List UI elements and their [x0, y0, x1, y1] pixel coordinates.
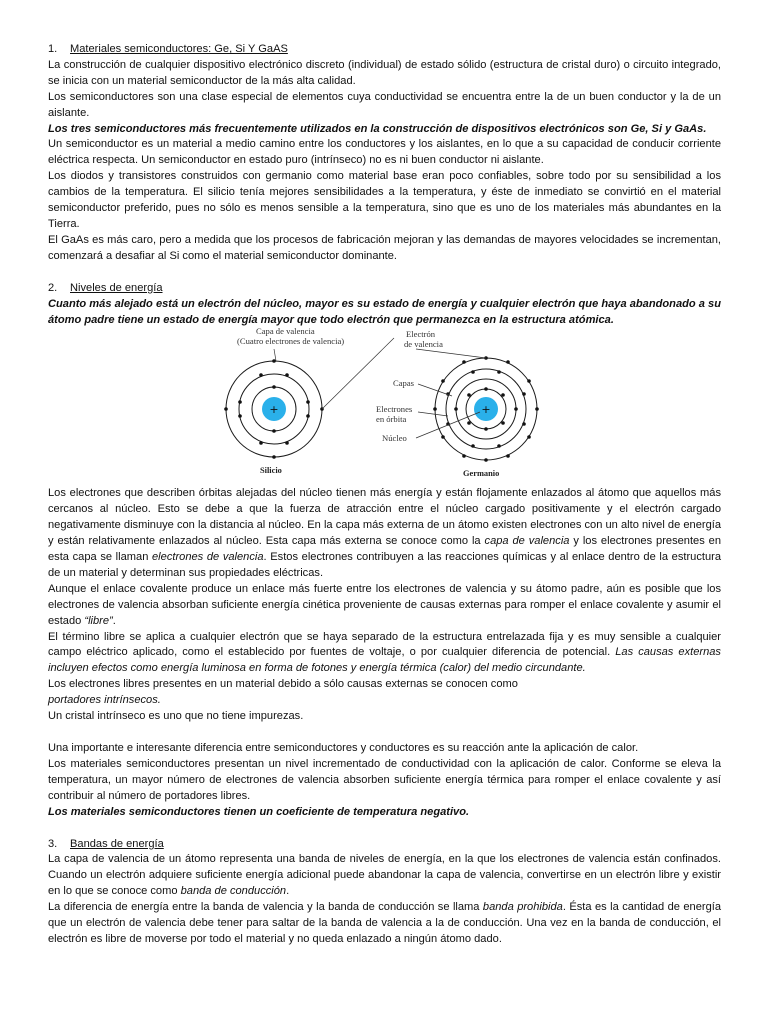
electron [514, 408, 518, 412]
electron [285, 374, 289, 378]
section-2-emphasis: Los materiales semiconductores tienen un coeficiente de temperatura negativo. [48, 805, 470, 818]
electron [497, 445, 501, 449]
section-1-number: 1. [48, 43, 58, 55]
section-2-paragraph-4: Los electrones libres presentes en un material debido a sólo causas externas se conocen como [48, 678, 518, 691]
electron [535, 408, 539, 412]
electron [272, 456, 276, 460]
document-page [48, 42, 721, 948]
section-2-paragraph-3 [48, 630, 721, 678]
text-run: Los electrones que describen órbitas alejadas del núcleo tienen más energía y están flojamente enlazados al átomo que aquellos más cercanos al núcleo. Esto se debe a que la fuerza de atracción entre el núcleo cargado positivamente y el electrón cargado negativamente disminuye con la distancia al núcleo. En la capa más externa de un átomo existen electrones con un alto nivel de energía y están relativamente enlazados al núcleo. Esta capa más externa se conoce como la [48, 487, 721, 548]
electron [471, 445, 475, 449]
electron [462, 361, 466, 365]
section-3-number: 3. [48, 837, 58, 850]
electron [238, 401, 242, 405]
silicon-nucleus-sign: + [269, 403, 279, 417]
section-2-paragraph-5: Un cristal intrínseco es uno que no tiene impurezas. [48, 710, 304, 723]
electron [501, 422, 505, 426]
term-portadores-intrinsecos: portadores intrínsecos. [48, 694, 161, 707]
section-2-paragraph-7: Los materiales semiconductores presentan un nivel incrementado de conductividad con la aplicación de calor. Conforme se eleva la temperatura, un mayor número de electrones de valencia absorben suficiente energía térmica para romper el enlace covalente y así contribuir al número de portadores libres. [48, 757, 721, 802]
text-run: . [286, 885, 290, 898]
electron [285, 442, 289, 446]
electron [238, 415, 242, 419]
label-electron: Electrón [406, 329, 436, 340]
section-1-paragraph-5: Los diodos y transistores construidos con germanio como material base eran poco confiables, sobre todo por su sensibilidad a los cambios de la temperatura. El silicio tenía mejores sensibilidades a la temperatura, y éste de inmediato se convirtió en el material semiconductor preferido, pues no sólo es menos sensible a la temperatura, sino que es uno de los materiales más abundantes en la Tierra. [48, 170, 721, 230]
label-silicio: Silicio [260, 466, 282, 476]
label-nucleo: Núcleo [382, 433, 407, 444]
electron [259, 442, 263, 446]
leader-line [418, 412, 448, 416]
section-1-paragraph-2: Los semiconductores son una clase especial de elementos cuya conductividad se encuentra entre la de un buen conductor y la de un aislante. [48, 90, 721, 119]
electron [522, 393, 526, 397]
electron [441, 436, 445, 440]
section-2-paragraph-2 [48, 582, 721, 630]
electron [501, 394, 505, 398]
text-run: y los electrones presentes en esta capa se llaman [48, 535, 722, 564]
electron [224, 408, 228, 412]
text-run: El término libre se aplica a cualquier electrón que se haya separado de la estructura entrelazada fija y es muy sensible a cualquier campo eléctrico aplicado, como el establecido por fuentes de voltaje, o por cualquier diferencia de potencial. [48, 630, 721, 659]
electron [506, 455, 510, 459]
germanium-nucleus-sign: + [481, 403, 491, 417]
label-de-valencia: de valencia [404, 339, 443, 350]
label-capas: Capas [393, 378, 415, 389]
section-1-paragraph-1: La construcción de cualquier dispositivo electrónico discreto (individual) de estado sólido (estructura de cristal duro) o circuito integrado, se inicia con un material semiconductor de la más alta calidad. [48, 58, 721, 87]
external-causes-italic: Las causas externas incluyen efectos como energía luminosa en forma de fotones y energía térmica (calor) del medio circundante. [48, 646, 721, 675]
electron [454, 408, 458, 412]
electron [506, 361, 510, 365]
section-1-paragraph-4: Un semiconductor es un material a medio camino entre los conductores y los aislantes, en lo que a su capacidad de conducir corriente eléctrica respecta. Un semiconductor en estado puro (intrínseco) no es ni buen conductor ni aislante. [48, 138, 721, 167]
atom-diagram-svg [48, 328, 721, 486]
electron [467, 394, 471, 398]
silicon-atom [224, 360, 324, 460]
section-1-paragraph-6: El GaAs es más caro, pero a medida que los procesos de fabricación mejoran y las demandas de mayores velocidades se incrementan, comenzará a desafiar al Si como el material semiconductor dominante. [48, 233, 721, 262]
electron [462, 455, 466, 459]
label-capa-valencia: Capa de valencia [256, 328, 315, 337]
electron [306, 415, 310, 419]
section-1-heading [48, 42, 721, 58]
electron [527, 436, 531, 440]
label-cuatro-electrones: (Cuatro electrones de valencia) [237, 336, 345, 347]
section-1-emphasis: Los tres semiconductores más frecuentemente utilizados en la construcción de dispositivos electrónicos son Ge, Si y GaAs. [48, 122, 707, 135]
label-electrones: Electrones [376, 404, 413, 415]
electron [484, 388, 488, 392]
section-2-title: Niveles de energía [70, 281, 163, 294]
section-2-number: 2. [48, 281, 58, 294]
electron [484, 428, 488, 432]
electron [272, 360, 276, 364]
text-run: Aunque el enlace covalente produce un enlace más fuerte entre los electrones de valencia y su átomo padre, aún es posible que los electrones de valencia absorban suficiente energía cinética proveniente de causas externas para romper el enlace covalente y asumir el estado [48, 582, 721, 627]
germanium-atom [433, 357, 539, 463]
section-3-paragraph-2 [48, 900, 721, 948]
section-2-lead: Cuanto más alejado está un electrón del núcleo, mayor es su estado de energía y cualquier electrón que haya abandonado a su átomo padre tiene un estado de energía mayor que todo electrón que permanezca en la estructura atómica. [48, 297, 721, 326]
section-3-heading [48, 837, 721, 853]
electron [306, 401, 310, 405]
text-run: . Estos electrones contribuyen a las reacciones químicas y al enlace dentro de la estructura de un material y determinan sus propiedades eléctricas. [48, 551, 721, 579]
leader-line [322, 338, 394, 409]
term-electrones-valencia: electrones de valencia [152, 551, 264, 564]
leader-line [274, 349, 276, 361]
electron [467, 422, 471, 426]
label-germanio: Germanio [463, 469, 500, 479]
electron [441, 380, 445, 384]
leader-line [418, 384, 452, 396]
term-capa-valencia: capa de valencia [484, 535, 570, 548]
text-run: La diferencia de energía entre la banda de valencia y la banda de conducción se llama [48, 901, 483, 914]
section-3-title: Bandas de energía [70, 837, 164, 850]
electron [522, 423, 526, 427]
electron [471, 371, 475, 375]
electron [272, 386, 276, 390]
label-en-orbita: en órbita [376, 414, 407, 425]
electron [484, 459, 488, 463]
text-run: . Ésta es la cantidad de energía que un electrón de valencia debe tener para saltar de la banda de valencia a la de conducción. Una vez en la banda de conducción, el electrón es libre de moverse por todo el material y no queda enlazado a ningún átomo dado. [48, 901, 721, 945]
text-run: . [112, 614, 116, 627]
term-banda-prohibida: banda prohibida [482, 901, 563, 914]
term-banda-conduccion: banda de conducción [180, 885, 287, 898]
section-3-paragraph-1 [48, 852, 721, 900]
term-libre: “libre” [84, 614, 113, 627]
electron [527, 380, 531, 384]
section-1-title: Materiales semiconductores: Ge, Si Y GaAS [70, 43, 288, 55]
section-2-paragraph-6: Una importante e interesante diferencia entre semiconductores y conductores es su reacción ante la aplicación de calor. [48, 742, 639, 754]
atom-diagram [48, 328, 721, 486]
text-run: La capa de valencia de un átomo representa una banda de niveles de energía, en la que los electrones de valencia están confinados. Cuando un electrón adquiere suficiente energía adicional puede abandonar la capa de valencia, convertirse en un electrón libre y existir en lo que se conoce como [48, 853, 721, 898]
electron [272, 430, 276, 434]
section-2-paragraph-4b [48, 693, 721, 709]
electron [259, 374, 263, 378]
electron [433, 408, 437, 412]
section-2-heading [48, 281, 721, 297]
leader-line [416, 349, 486, 358]
section-2-paragraph-1 [48, 486, 721, 581]
electron [497, 371, 501, 375]
